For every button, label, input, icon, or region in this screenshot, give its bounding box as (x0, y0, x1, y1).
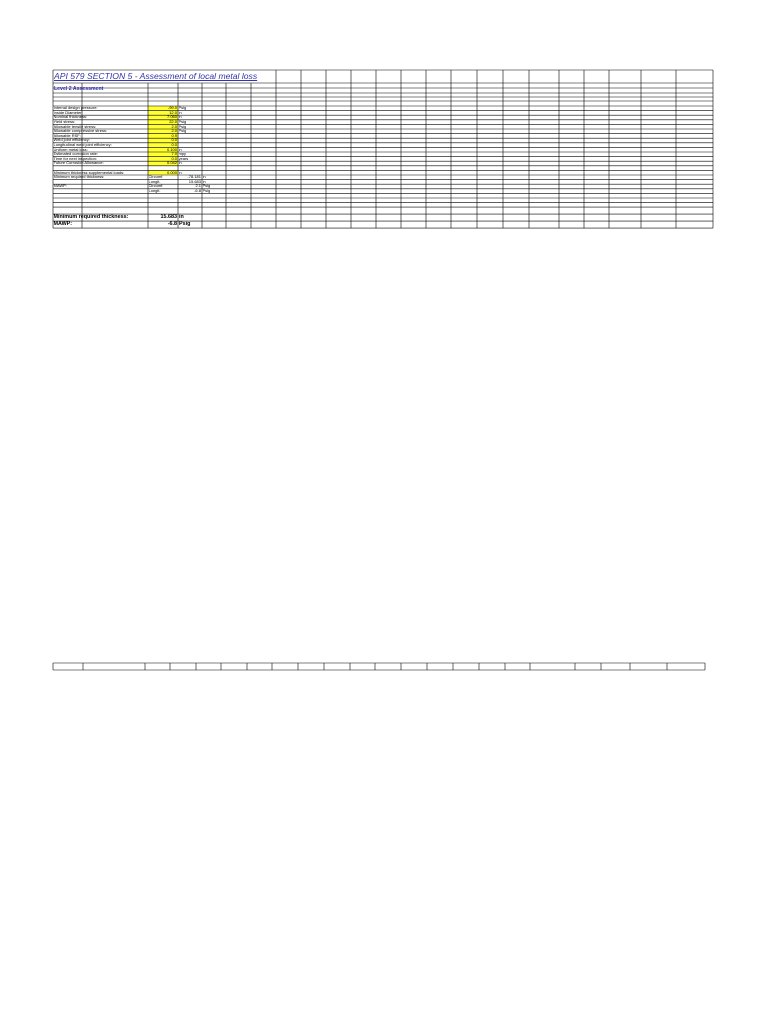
input-label: Longitudinal weld joint efficiency: (53, 143, 112, 147)
calc-value: 15.683 (188, 179, 201, 184)
calc-value: -6.8 (194, 189, 201, 193)
calc-unit: in (202, 175, 206, 180)
input-label: Inside Diameter: (53, 110, 83, 115)
input-value: 2.0 (171, 124, 177, 129)
input-unit: in (178, 110, 182, 115)
input-label: Allowable RSF: (53, 133, 81, 138)
input-label: Time for next inspection: (53, 156, 97, 161)
input-label: Nominal thickness: (53, 115, 88, 120)
direction-label: Circumf. (148, 184, 164, 189)
result-mawp-label: MAWP: (53, 221, 73, 228)
sheet-title: API 579 SECTION 5 - Assessment of local metal loss (54, 71, 258, 81)
input-unit: in (178, 147, 182, 152)
calc-unit: in (202, 179, 206, 184)
calc-unit: Psig (202, 189, 211, 193)
input-unit: Psig (178, 129, 187, 134)
input-label: Yield stress: (53, 120, 76, 124)
input-value: 0.042 (166, 161, 177, 166)
supplemental-label: Minimum thickness supplemental loads: (53, 170, 125, 175)
input-value: 0.0 (171, 138, 177, 143)
mawp-calc-label: MAWP: (53, 184, 67, 189)
input-label: Allowable compressive stress: (53, 129, 108, 134)
input-unit: in (178, 161, 182, 166)
calc-unit: Psig (202, 184, 211, 189)
input-unit: Psig (178, 120, 187, 124)
direction-label: Longit. (148, 189, 161, 193)
input-label: Uniform metal loss: (53, 147, 88, 152)
input-label: Allowable tensile stress: (53, 124, 97, 129)
input-value: 7.0 (171, 152, 177, 157)
result-mawp-unit: Psig (179, 221, 191, 228)
supplemental-value: 0.000 (166, 170, 177, 175)
input-label: Future Corrosion Allowance: (53, 161, 104, 166)
input-value: 0.0 (171, 143, 177, 147)
input-label: Weld joint efficiency: (53, 138, 90, 143)
input-unit: Psig (178, 124, 187, 129)
input-unit: mpy (178, 152, 187, 157)
input-value: 0.9 (171, 133, 177, 138)
input-value: -99.0 (167, 106, 177, 111)
result-min-thk-value: 15.683 (160, 214, 177, 221)
result-min-thk-label: Minimum required thickness: (53, 214, 129, 221)
input-unit: Psig (178, 106, 187, 111)
result-mawp-value: -6.8 (167, 221, 177, 228)
direction-label: Circumf. (148, 175, 164, 180)
input-value: 0.0 (171, 156, 177, 161)
supplemental-unit: in (178, 170, 182, 175)
min-thk-calc-label: Minimum required thickness: (53, 175, 105, 180)
sheet-subtitle: Level 2 Assessment (54, 86, 104, 92)
input-label: Estimated corrosion rate: (53, 152, 98, 157)
input-value: 2.0 (171, 129, 177, 134)
input-value: 12.0 (169, 110, 177, 115)
result-min-thk-unit: in (179, 214, 184, 221)
input-label: Internal design pressure: (53, 106, 98, 111)
calc-value: -78.181 (187, 175, 201, 180)
input-value: 22.0 (169, 120, 177, 124)
input-value: 7.060 (166, 115, 177, 120)
direction-label: Longit. (148, 179, 161, 184)
input-value: 0.100 (166, 147, 177, 152)
input-unit: in (178, 115, 182, 120)
input-unit: years (178, 156, 189, 161)
calc-value: 2.1 (195, 184, 201, 189)
